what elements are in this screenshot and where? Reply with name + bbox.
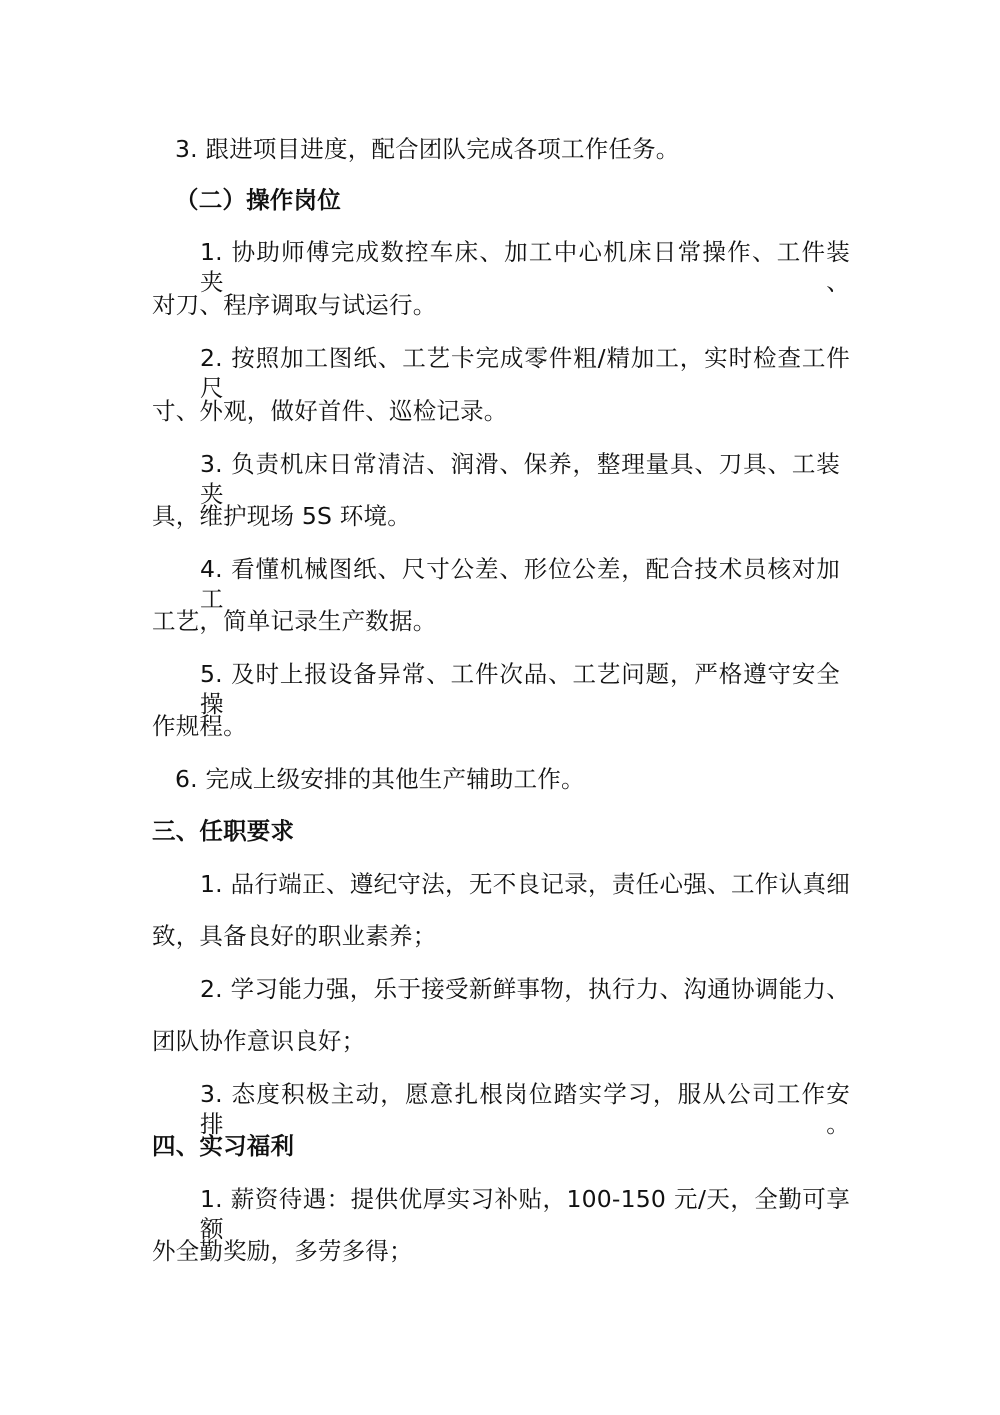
paragraph-line: 作规程。 (152, 712, 247, 740)
paragraph-line: 3. 负责机床日常清洁、润滑、保养，整理量具、刀具、工装夹 (200, 450, 840, 508)
paragraph-line: 寸、外观，做好首件、巡检记录。 (152, 397, 508, 425)
paragraph-line: 6. 完成上级安排的其他生产辅助工作。 (175, 765, 585, 793)
section-heading: 三、任职要求 (152, 817, 295, 845)
paragraph-line: 4. 看懂机械图纸、尺寸公差、形位公差，配合技术员核对加工 (200, 555, 840, 613)
paragraph-line: 具，维护现场 5S 环境。 (152, 502, 411, 530)
paragraph-line: 5. 及时上报设备异常、工件次品、工艺问题，严格遵守安全操 (200, 660, 840, 718)
paragraph-line: 2. 按照加工图纸、工艺卡完成零件粗/精加工，实时检查工件尺 (200, 344, 850, 402)
paragraph-line: 2. 学习能力强，乐于接受新鲜事物，执行力、沟通协调能力、 (200, 975, 850, 1003)
paragraph-line: 致，具备良好的职业素养； (152, 922, 437, 950)
paragraph-line: 1. 薪资待遇：提供优厚实习补贴，100-150 元/天，全勤可享额 (200, 1185, 850, 1243)
subsection-heading: （二）操作岗位 (175, 186, 341, 214)
paragraph-line: 3. 态度积极主动，愿意扎根岗位踏实学习，服从公司工作安排。 (200, 1080, 850, 1138)
paragraph-line: 外全勤奖励，多劳多得； (152, 1237, 413, 1265)
paragraph-line: 团队协作意识良好； (152, 1027, 366, 1055)
paragraph-line: 1. 协助师傅完成数控车床、加工中心机床日常操作、工件装夹、 (200, 238, 850, 296)
paragraph-line: 1. 品行端正、遵纪守法，无不良记录，责任心强、工作认真细 (200, 870, 850, 898)
paragraph-line: 3. 跟进项目进度，配合团队完成各项工作任务。 (175, 135, 680, 163)
paragraph-line: 对刀、程序调取与试运行。 (152, 291, 437, 319)
paragraph-line: 工艺，简单记录生产数据。 (152, 607, 437, 635)
section-heading: 四、实习福利 (152, 1132, 295, 1160)
